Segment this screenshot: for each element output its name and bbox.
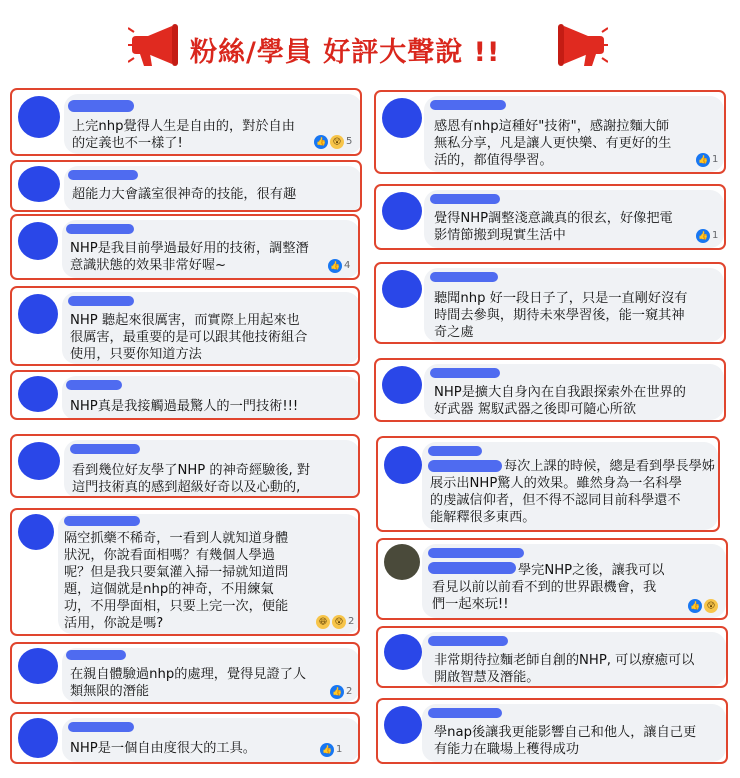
- comment-card: [10, 214, 360, 280]
- comment-card: [376, 436, 720, 532]
- comment-line: 有能力在職場上穫得成功: [434, 742, 580, 757]
- redacted-name: [66, 224, 134, 234]
- redacted-name: [70, 444, 140, 454]
- like-icon: 👍: [688, 599, 702, 613]
- comment-card: [10, 370, 360, 420]
- like-icon: 👍: [314, 135, 328, 149]
- comment-card: [374, 90, 726, 174]
- reaction-count: 1: [712, 154, 719, 165]
- comment-line: 非常期待拉麵老師自創的NHP, 可以療癒可以: [434, 653, 695, 668]
- comment-line: 開啟智慧及潛能。: [434, 670, 540, 685]
- avatar: [18, 442, 60, 480]
- redacted-name: [430, 272, 498, 282]
- avatar: [18, 648, 58, 684]
- like-icon: 👍: [330, 685, 344, 699]
- comment-line: 功，不用學面相，只要上完一次，便能: [64, 599, 289, 614]
- header-banner: [0, 12, 740, 72]
- avatar: [18, 96, 60, 138]
- comment-card: [10, 160, 362, 212]
- reaction-summary[interactable]: [330, 684, 352, 699]
- redacted-name: [428, 562, 516, 574]
- comment-line: 學nap後讓我更能影響自己和他人，讓自己更: [434, 725, 697, 740]
- redacted-name: [68, 100, 134, 112]
- reaction-summary[interactable]: [696, 228, 718, 243]
- comment-card: [376, 626, 728, 688]
- comment-line: 很厲害，最重要的是可以跟其他技術組合: [70, 330, 308, 345]
- comment-line: 無私分享，凡是讓人更快樂、有更好的生: [434, 136, 672, 151]
- redacted-name: [68, 296, 134, 306]
- redacted-name: [66, 650, 126, 660]
- redacted-name: [428, 636, 508, 646]
- wow-icon: 😮: [704, 599, 718, 613]
- haha-icon: 😆: [316, 615, 330, 629]
- redacted-name: [68, 170, 138, 180]
- page-title: 粉絲/學員 好評大聲說 !!: [190, 37, 501, 68]
- comment-line: 類無限的潛能: [70, 684, 150, 699]
- comment-line: 意識狀態的效果非常好喔~: [70, 258, 227, 273]
- redacted-name: [428, 446, 482, 456]
- avatar: [384, 544, 420, 580]
- comment-line: 在親自體驗過nhp的處理，覺得見證了人: [70, 667, 307, 682]
- megaphone-icon: [128, 20, 182, 70]
- avatar: [18, 376, 58, 412]
- like-icon: 👍: [696, 229, 710, 243]
- comment-card: [374, 262, 726, 344]
- megaphone-icon: [554, 20, 608, 70]
- reaction-count: 5: [346, 136, 353, 147]
- comment-card: [374, 358, 726, 422]
- comment-line: 學完NHP之後，讓我可以: [518, 563, 665, 578]
- avatar: [382, 366, 422, 404]
- reaction-count: 2: [346, 686, 353, 697]
- comment-line: 這門技術真的感到超級好奇以及心動的,: [72, 480, 301, 495]
- comment-line: 聽聞nhp 好一段日子了，只是一直剛好沒有: [434, 291, 688, 306]
- comment-card: [10, 286, 360, 366]
- comment-line: NHP 聽起來很厲害，而實際上用起來也: [70, 313, 300, 328]
- comment-line: 上完nhp覺得人生是自由的，對於自由: [72, 119, 295, 134]
- avatar: [382, 192, 422, 230]
- comment-line: 超能力大會議室很神奇的技能，很有趣: [72, 187, 297, 202]
- comment-line: 活用，你說是嗎?: [64, 616, 164, 631]
- comment-line: NHP是一個自由度很大的工具。: [70, 741, 256, 756]
- redacted-name: [430, 194, 500, 204]
- comment-line: 呢？但是我只要氣灌入掃一掃就知道問: [64, 565, 289, 580]
- comment-line: 題，這個就是nhp的神奇，不用練氣: [64, 582, 274, 597]
- reaction-summary[interactable]: [316, 614, 354, 629]
- comment-line: 看見以前以前看不到的世界跟機會，我: [432, 580, 657, 595]
- reaction-summary[interactable]: [696, 152, 718, 167]
- avatar: [18, 222, 58, 260]
- like-icon: 👍: [320, 743, 334, 757]
- avatar: [384, 634, 422, 670]
- comment-line: 展示出NHP驚人的效果。雖然身為一名科學: [430, 476, 682, 491]
- comment-line: 奇之處: [434, 325, 474, 340]
- comment-card: [10, 434, 360, 498]
- comment-line: 好武器 駕馭武器之後即可隨心所欲: [434, 402, 637, 417]
- avatar: [18, 294, 58, 334]
- redacted-name: [428, 548, 524, 558]
- comment-line: 的虔誠信仰者，但不得不認同目前科學還不: [430, 493, 681, 508]
- redacted-name: [428, 708, 502, 718]
- comment-card: [376, 538, 728, 620]
- comment-line: 的定義也不一樣了!: [72, 136, 183, 151]
- like-icon: 👍: [328, 259, 342, 273]
- comment-line: NHP是我目前學過最好用的技術，調整潛: [70, 241, 309, 256]
- comment-line: 感恩有nhp這種好"技術"，感謝拉麵大師: [434, 119, 670, 134]
- comment-line: NHP是擴大自身內在自我跟探索外在世界的: [434, 385, 686, 400]
- reaction-summary[interactable]: [320, 742, 342, 757]
- comment-line: 活的，都值得學習。: [434, 153, 553, 168]
- avatar: [384, 706, 422, 744]
- redacted-name: [430, 368, 500, 378]
- comment-card: [10, 88, 362, 156]
- like-icon: 👍: [696, 153, 710, 167]
- reaction-count: 2: [348, 616, 355, 627]
- avatar: [18, 514, 54, 550]
- redacted-name: [428, 460, 502, 472]
- reaction-count: 1: [336, 744, 343, 755]
- redacted-name: [64, 516, 140, 526]
- reaction-summary[interactable]: [688, 598, 718, 613]
- comment-line: 能解釋很多東西。: [430, 510, 536, 525]
- comment-line: 影情節搬到現實生活中: [434, 228, 566, 243]
- comment-line: 看到幾位好友學了NHP 的神奇經驗後, 對: [72, 463, 311, 478]
- redacted-name: [430, 100, 506, 110]
- comment-card: [10, 642, 360, 704]
- avatar: [382, 98, 422, 138]
- comment-line: 覺得NHP調整淺意識真的很玄，好像把電: [434, 211, 673, 226]
- comment-card: [10, 508, 360, 636]
- comment-card: [376, 698, 728, 764]
- wow-icon: 😮: [332, 615, 346, 629]
- avatar: [18, 166, 60, 202]
- redacted-name: [66, 380, 122, 390]
- avatar: [384, 446, 422, 484]
- reaction-summary[interactable]: [328, 258, 350, 273]
- reaction-count: 1: [712, 230, 719, 241]
- redacted-name: [68, 722, 134, 732]
- comment-card: [10, 712, 360, 764]
- comment-line: 使用，只要你知道方法: [70, 347, 202, 362]
- reaction-count: 4: [344, 260, 351, 271]
- wow-icon: 😮: [330, 135, 344, 149]
- comment-line: 每次上課的時候，總是看到學長學姊: [504, 459, 715, 474]
- avatar: [18, 718, 58, 758]
- comment-card: [374, 184, 726, 250]
- comment-line: 們一起來玩!!: [432, 597, 509, 612]
- avatar: [382, 270, 422, 308]
- comment-line: 時間去參與，期待未來學習後，能一窺其神: [434, 308, 685, 323]
- reaction-summary[interactable]: [314, 134, 352, 149]
- comment-line: 狀況，你說看面相嗎？有幾個人學過: [64, 548, 275, 563]
- comment-line: NHP真是我接觸過最驚人的一門技術!!!: [70, 399, 299, 414]
- comment-line: 隔空抓藥不稀奇，一看到人就知道身體: [64, 531, 289, 546]
